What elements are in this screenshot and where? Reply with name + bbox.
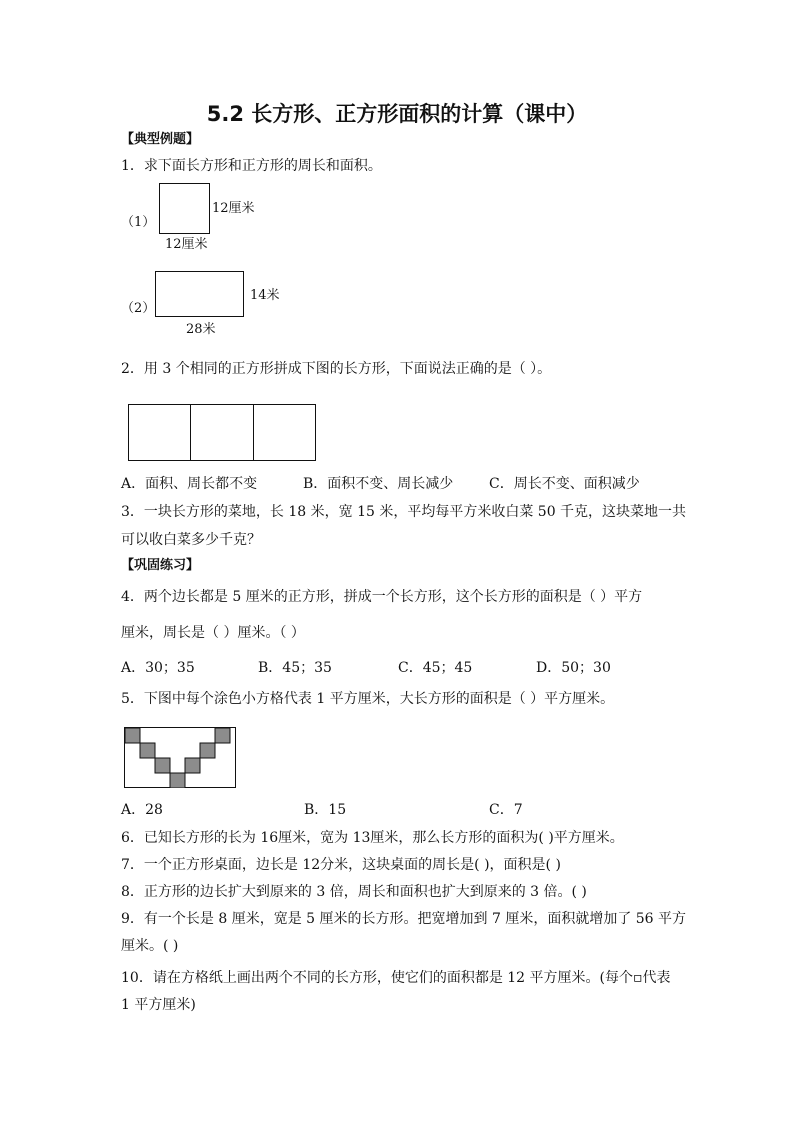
q5-option-c: C．7 [489, 802, 523, 818]
q4-option-c: C．45；45 [398, 660, 473, 676]
question-8-text: 8．正方形的边长扩大到原来的 3 倍，周长和面积也扩大到原来的 3 倍。( ) [121, 884, 587, 900]
q2-divider-2 [253, 404, 254, 461]
q1-rectangle-side-label: 14米 [250, 288, 280, 303]
q5-grid-figure [124, 727, 236, 788]
question-4-line2: 厘米，周长是（ ）厘米。（ ） [121, 625, 305, 641]
question-2-text: 2．用 3 个相同的正方形拼成下图的长方形，下面说法正确的是（ ）。 [121, 361, 552, 377]
q1-part1-label: （1） [121, 215, 156, 230]
q5-option-b: B．15 [304, 802, 347, 818]
question-9-line2: 厘米。( ) [121, 938, 179, 954]
section-consolidation-practice: 【巩固练习】 [121, 558, 200, 573]
q1-square-figure [159, 183, 210, 234]
q1-part2-label: （2） [121, 301, 156, 316]
q5-option-a: A．28 [121, 802, 163, 818]
q5-shaded-cell [140, 743, 155, 758]
question-5-text: 5．下图中每个涂色小方格代表 1 平方厘米，大长方形的面积是（ ）平方厘米。 [121, 691, 615, 707]
q1-square-side-label: 12厘米 [212, 201, 255, 216]
question-3-line1: 3．一块长方形的菜地，长 18 米，宽 15 米，平均每平方米收白菜 50 千克，这块菜地一共 [121, 504, 687, 520]
q1-square-bottom-label: 12厘米 [165, 237, 208, 252]
q2-option-a: A．面积、周长都不变 [121, 476, 258, 492]
section-typical-examples: 【典型例题】 [121, 132, 200, 147]
page-title: 5.2 长方形、正方形面积的计算（课中） [206, 102, 588, 126]
question-10-line1: 10．请在方格纸上画出两个不同的长方形，使它们的面积都是 12 平方厘米。(每个▫代表 [121, 970, 671, 986]
question-1-text: 1．求下面长方形和正方形的周长和面积。 [121, 158, 382, 174]
q5-shaded-cell [125, 728, 140, 743]
q1-rectangle-figure [155, 271, 244, 317]
q1-rectangle-bottom-label: 28米 [186, 322, 216, 337]
question-4-line1: 4．两个边长都是 5 厘米的正方形，拼成一个长方形，这个长方形的面积是（ ）平方 [121, 589, 643, 605]
q2-three-squares-figure [128, 404, 316, 461]
q2-option-c: C．周长不变、面积减少 [489, 476, 640, 492]
q4-option-a: A．30；35 [121, 660, 195, 676]
q5-shaded-cell [200, 743, 215, 758]
question-9-line1: 9．有一个长是 8 厘米，宽是 5 厘米的长方形。把宽增加到 7 厘米，面积就增加了 56 平方 [121, 911, 687, 927]
question-7-text: 7．一个正方形桌面，边长是 12分米，这块桌面的周长是( )，面积是( ) [121, 857, 561, 873]
q2-option-b: B．面积不变、周长减少 [303, 476, 454, 492]
q4-option-d: D．50；30 [536, 660, 611, 676]
question-3-line2: 可以收白菜多少千克？ [121, 532, 261, 548]
q5-shaded-cell [170, 773, 185, 788]
q2-divider-1 [190, 404, 191, 461]
q5-shaded-cell [215, 728, 230, 743]
question-10-line2: 1 平方厘米) [121, 997, 196, 1013]
q4-option-b: B．45；35 [258, 660, 332, 676]
q5-shaded-cell [155, 758, 170, 773]
question-6-text: 6．已知长方形的长为 16厘米，宽为 13厘米，那么长方形的面积为( )平方厘米。 [121, 830, 624, 846]
q5-shaded-cell [185, 758, 200, 773]
